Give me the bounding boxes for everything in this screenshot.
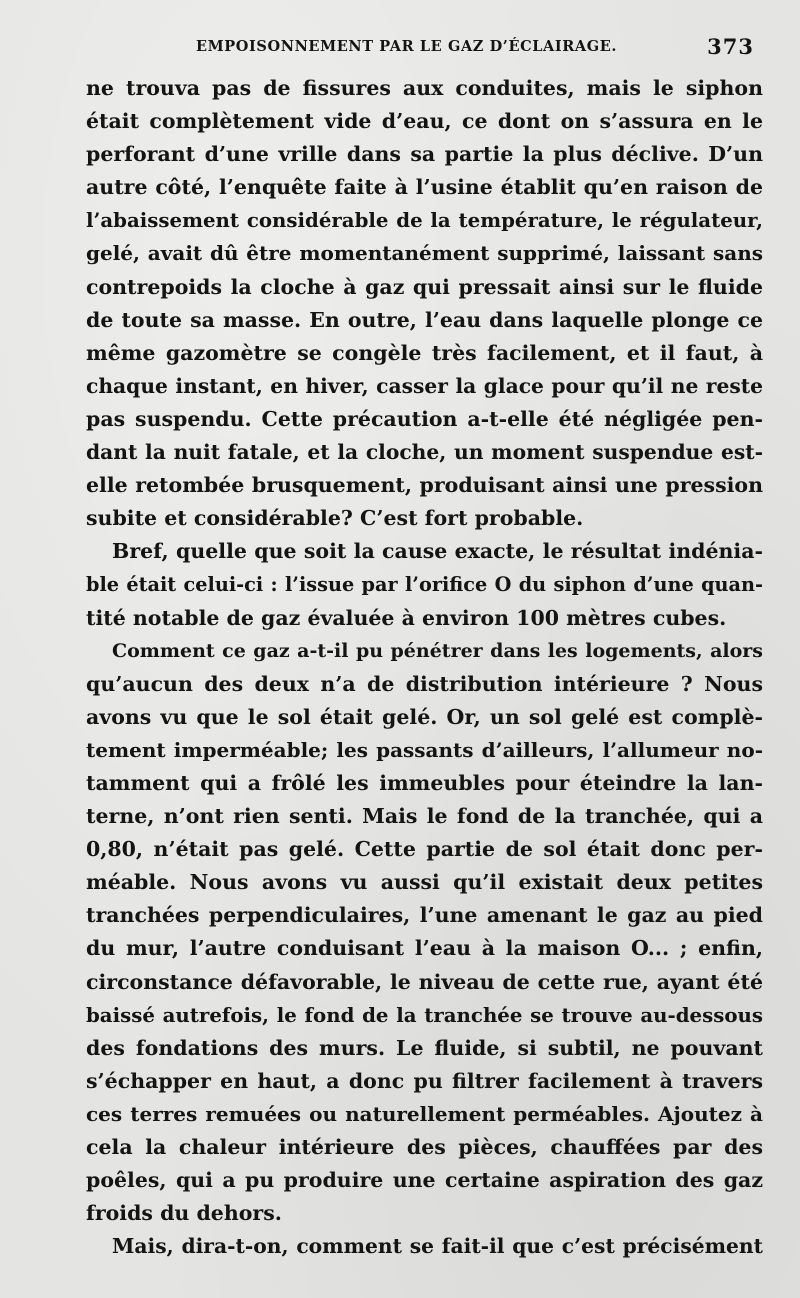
text-line: ces terres remuées ou naturellement perméables. Ajoutez à [86,1101,763,1126]
text-line: perforant d’une vrille dans sa partie la plus déclive. D’un [86,142,763,167]
text-line: subite et considérable? C’est fort probable. [86,506,584,531]
body-text [86,72,763,1263]
text-line: l’abaissement considérable de la température, le régulateur, [86,208,763,233]
text-line: elle retombée brusquement, produisant ainsi une pression [86,473,763,498]
text-line: méable. Nous avons vu aussi qu’il existait deux petites [86,870,763,895]
text-line: 0,80, n’était pas gelé. Cette partie de sol était donc per- [86,837,763,862]
page-number: 373 [707,34,754,59]
text-line: tement imperméable; les passants d’ailleurs, l’allumeur no- [86,737,763,762]
page-header [196,34,754,62]
text-line: froids du dehors. [86,1201,282,1226]
text-line: poêles, qui a pu produire une certaine aspiration des gaz [86,1168,763,1193]
text-line: tamment qui a frôlé les immeubles pour éteindre la lan- [86,770,763,795]
text-line: qu’aucun des deux n’a de distribution intérieure ? Nous [86,671,763,696]
text-line: même gazomètre se congèle très facilement, et il faut, à [86,340,763,365]
text-line: de toute sa masse. En outre, l’eau dans laquelle plonge ce [86,307,763,332]
text-line: était complètement vide d’eau, ce dont on s’assura en le [86,109,763,134]
text-line: Bref, quelle que soit la cause exacte, le résultat indénia- [112,539,763,564]
running-title: EMPOISONNEMENT PAR LE GAZ D’ÉCLAIRAGE. [196,38,618,55]
text-line: cela la chaleur intérieure des pièces, chauffées par des [86,1135,763,1159]
text-line: gelé, avait dû être momentanément supprimé, laissant sans [86,241,763,266]
text-line: circonstance défavorable, le niveau de cette rue, ayant été [86,969,763,994]
text-line: Comment ce gaz a-t-il pu pénétrer dans les logements, alors [112,639,763,662]
text-line: terne, n’ont rien senti. Mais le fond de la tranchée, qui a [86,804,763,829]
text-line: s’échapper en haut, a donc pu filtrer facilement à travers [86,1068,763,1093]
text-line: du mur, l’autre conduisant l’eau à la maison O... ; enfin, [86,936,763,961]
text-line: chaque instant, en hiver, casser la glace pour qu’il ne reste [86,373,763,398]
text-line: autre côté, l’enquête faite à l’usine établit qu’en raison de [86,175,763,200]
text-line: avons vu que le sol était gelé. Or, un sol gelé est complè- [86,704,763,729]
text-line: pas suspendu. Cette précaution a-t-elle été négligée pen- [86,406,763,431]
text-line: ble était celui-ci : l’issue par l’orifice O du siphon d’une quan- [86,573,763,597]
text-line: baissé autrefois, le fond de la tranchée se trouve au-dessous [86,1002,763,1027]
text-line: tranchées perpendiculaires, l’une amenant le gaz au pied [86,903,763,928]
text-line: ne trouva pas de fissures aux conduites, mais le siphon [86,76,763,100]
text-line: Mais, dira-t-on, comment se fait-il que c’est précisément [112,1234,763,1259]
text-line: contrepoids la cloche à gaz qui pressait ainsi sur le fluide [86,274,763,299]
text-line: tité notable de gaz évaluée à environ 100 mètres cubes. [86,605,727,630]
text-line: dant la nuit fatale, et la cloche, un moment suspendue est- [86,440,763,465]
text-line: des fondations des murs. Le fluide, si subtil, ne pouvant [86,1035,763,1060]
